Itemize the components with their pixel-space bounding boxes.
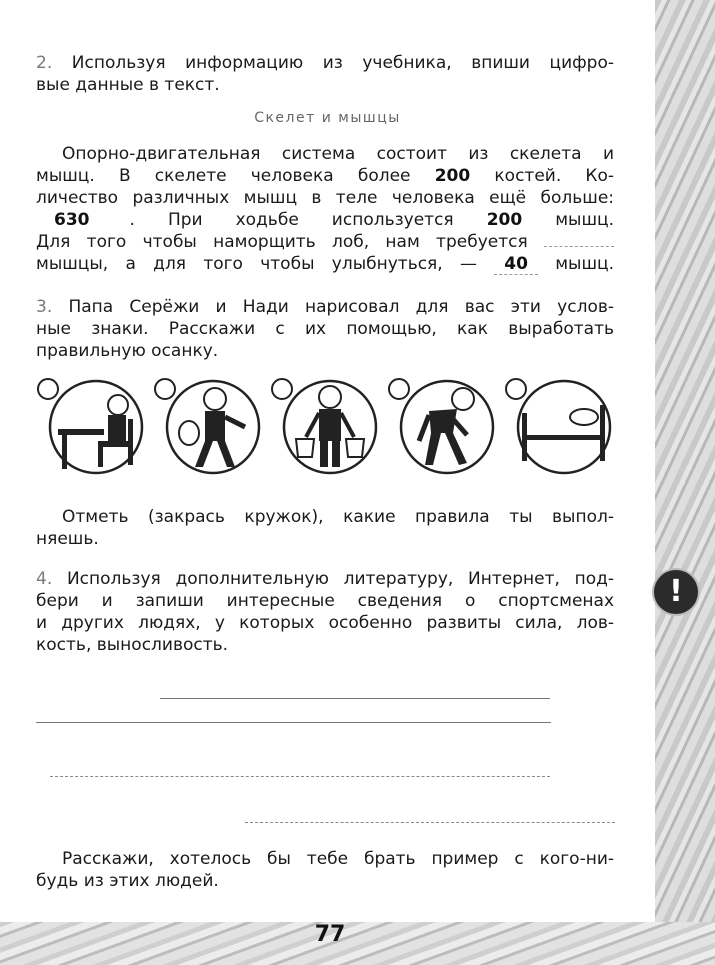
task3-instruction — [36, 296, 614, 362]
answer-bones[interactable]: 200 — [434, 166, 471, 186]
task3-after-line1: Отметь (закрась кружок), какие правила ты выпол- — [62, 507, 614, 527]
icon-exercising — [387, 375, 499, 475]
task2-paragraph — [36, 143, 614, 275]
carrying-buckets-icon — [270, 375, 382, 475]
task2-line6-start: мышцы, а для того чтобы улыбнуться, — — [36, 254, 477, 274]
task4-line3: и других людях, у которых особенно развиты сила, лов- — [36, 613, 614, 633]
decorative-side-strip — [655, 0, 715, 940]
sitting-at-desk-icon — [36, 375, 148, 475]
task2-line2 — [36, 165, 614, 187]
section-heading: Скелет и мышцы — [254, 110, 401, 126]
task2-line3: личество различных мышц в теле человека ещё больше: — [36, 188, 614, 208]
task4-line1: Используя дополнительную литературу, Интернет, под- — [66, 569, 614, 589]
writing-line-3[interactable] — [50, 776, 550, 777]
mark-circle-1[interactable] — [38, 379, 58, 399]
task3-after-line2: няешь. — [36, 529, 99, 549]
icon-sleeping-on-bed — [504, 375, 616, 475]
walking-with-bag-icon — [153, 375, 265, 475]
posture-icons-row — [36, 375, 616, 475]
writing-line-1[interactable] — [160, 698, 550, 699]
task4-line4: кость, выносливость. — [36, 635, 229, 655]
page-number: 77 — [314, 922, 346, 947]
task2-line4-mid: . При ходьбе используется — [129, 210, 454, 230]
bed-icon — [504, 375, 616, 475]
mark-circle-2[interactable] — [155, 379, 175, 399]
icon-sitting-at-desk — [36, 375, 148, 475]
task2-instruction — [36, 52, 614, 96]
task3-line1: Папа Серёжи и Нади нарисовал для вас эти услов- — [68, 297, 614, 317]
answer-walking[interactable]: 200 — [486, 210, 523, 230]
task2-line2-end: костей. Ко- — [494, 166, 615, 186]
icon-carrying-buckets — [270, 375, 382, 475]
task2-instruction-line2: вые данные в текст. — [36, 75, 220, 95]
task4-line2: бери и запиши интересные сведения о спортсменах — [36, 591, 614, 611]
answer-forehead-blank[interactable] — [544, 246, 614, 247]
task3-line3: правильную осанку. — [36, 341, 219, 361]
task2-instruction-line1: Используя информацию из учебника, впиши цифро- — [71, 53, 614, 73]
exercising-icon — [387, 375, 499, 475]
task4-question-line2: будь из этих людей. — [36, 871, 219, 891]
task4-question-line1: Расскажи, хотелось бы тебе брать пример с кого-ни- — [62, 849, 614, 869]
task3-number: 3. — [36, 297, 53, 317]
task2-line5-text: Для того чтобы наморщить лоб, нам требуется — [36, 232, 528, 252]
writing-line-4[interactable] — [245, 822, 615, 823]
answer-muscles[interactable]: 630 — [54, 210, 90, 230]
task3-line2: ные знаки. Расскажи с их помощью, как выработать — [36, 319, 614, 339]
task4-instruction — [36, 568, 614, 656]
task2-line4-end: мышц. — [555, 210, 615, 230]
mark-circle-5[interactable] — [506, 379, 526, 399]
task2-line4 — [36, 209, 614, 231]
exclamation-icon: ! — [654, 570, 698, 614]
task2-number: 2. — [36, 53, 53, 73]
mark-circle-4[interactable] — [389, 379, 409, 399]
task2-line5 — [36, 231, 614, 253]
writing-line-2[interactable] — [36, 722, 551, 723]
task2-line6 — [36, 253, 614, 275]
task4-number: 4. — [36, 569, 53, 589]
mark-circle-3[interactable] — [272, 379, 292, 399]
icon-walking-with-bag — [153, 375, 265, 475]
task2-line6-end: мышц. — [555, 254, 615, 274]
task4-question — [36, 848, 614, 892]
task2-line2-start: мышц. В скелете человека более — [36, 166, 411, 186]
answer-smile[interactable]: 40 — [494, 254, 538, 275]
task2-line1: Опорно-двигательная система состоит из скелета и — [62, 144, 614, 164]
task3-after-text — [36, 506, 614, 550]
